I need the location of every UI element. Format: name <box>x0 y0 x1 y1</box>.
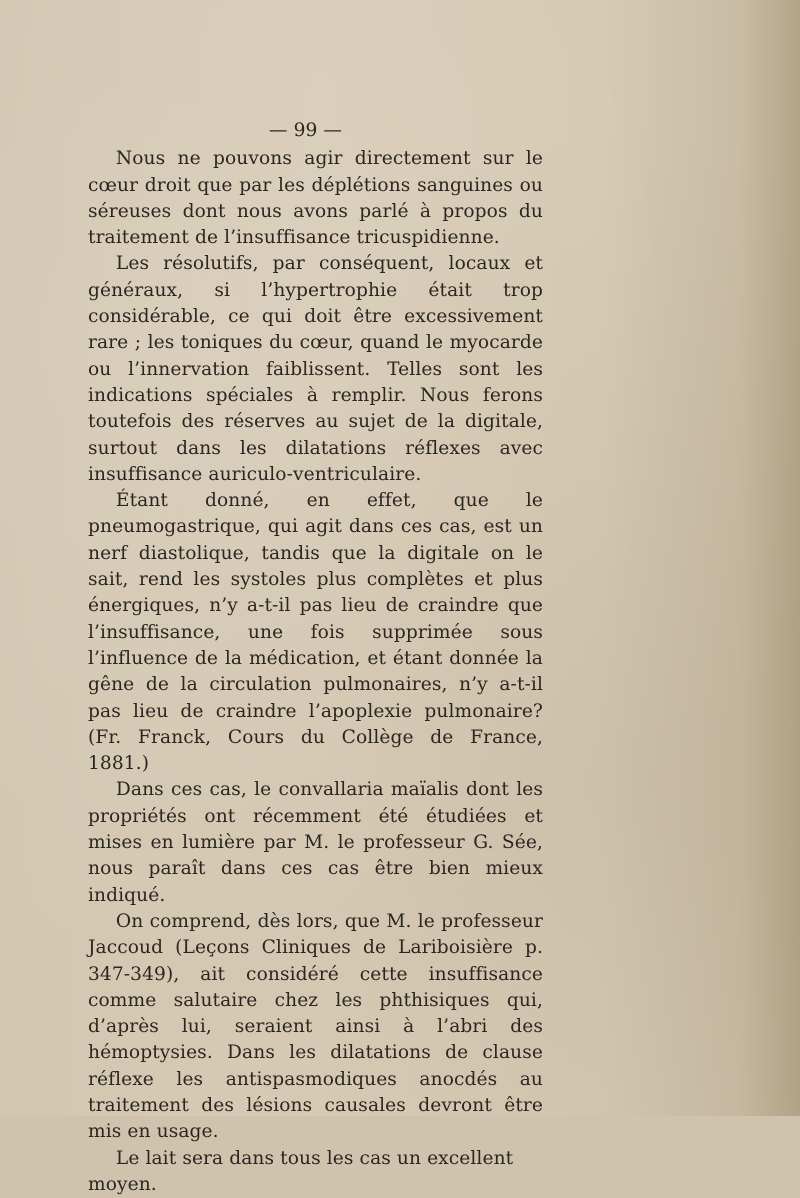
paragraph-5: On comprend, dès lors, que M. le professeur Jaccoud (Leçons Cliniques de Lariboisière p. 347-349), ait considéré cette insuffisance comme salutaire chez les phthisiques qui, d’après lui, seraient ainsi à l’abri des hémoptysies. Dans les dilatations de clause réflexe les antispasmodiques anocdés au traitement des lésions causales devront être mis en usage. <box>88 910 543 1143</box>
paragraph-4: Dans ces cas, le convallaria maïalis dont les propriétés ont récemment été étudiées et mises en lumière par M. le professeur G. Sée, nous paraît dans ces cas être bien mieux indiqué. <box>88 779 543 906</box>
paragraph-3: Étant donné, en effet, que le pneumogastrique, qui agit dans ces cas, est un nerf diastolique, tandis que la digitale on le sait, rend les systoles plus complètes et plus énergiques, n’y a-t-il pas lieu de craindre que l’insuffisance, une fois supprimée sous l’influence de la médication, et étant donnée la gêne de la circulation pulmonaires, n’y a-t-il pas lieu de craindre l’apoplexie pulmonaire? (Fr. Franck, Cours du Collège de France, 1881.) <box>88 490 543 775</box>
page-edge-shadow <box>740 0 800 1116</box>
paragraph-1: Nous ne pouvons agir directement sur le cœur droit que par les déplétions sanguines ou séreuses dont nous avons parlé à propos du traitement de l’insuffisance tricuspidienne. <box>88 148 543 249</box>
page-text-block <box>88 118 543 1198</box>
page-number: — 99 — <box>268 120 343 141</box>
paragraph-6: Le lait sera dans tous les cas un excellent moyen. <box>88 1147 514 1195</box>
paragraph-2: Les résolutifs, par conséquent, locaux et généraux, si l’hypertrophie était trop considérable, ce qui doit être excessivement rare ; les toniques du cœur, quand le myocarde ou l’innervation faiblissent. Telles sont les indications spéciales à remplir. Nous ferons toutefois des réserves au sujet de la digitale, surtout dans les dilatations réflexes avec insuffisance auriculo-ventriculaire. <box>88 253 543 485</box>
